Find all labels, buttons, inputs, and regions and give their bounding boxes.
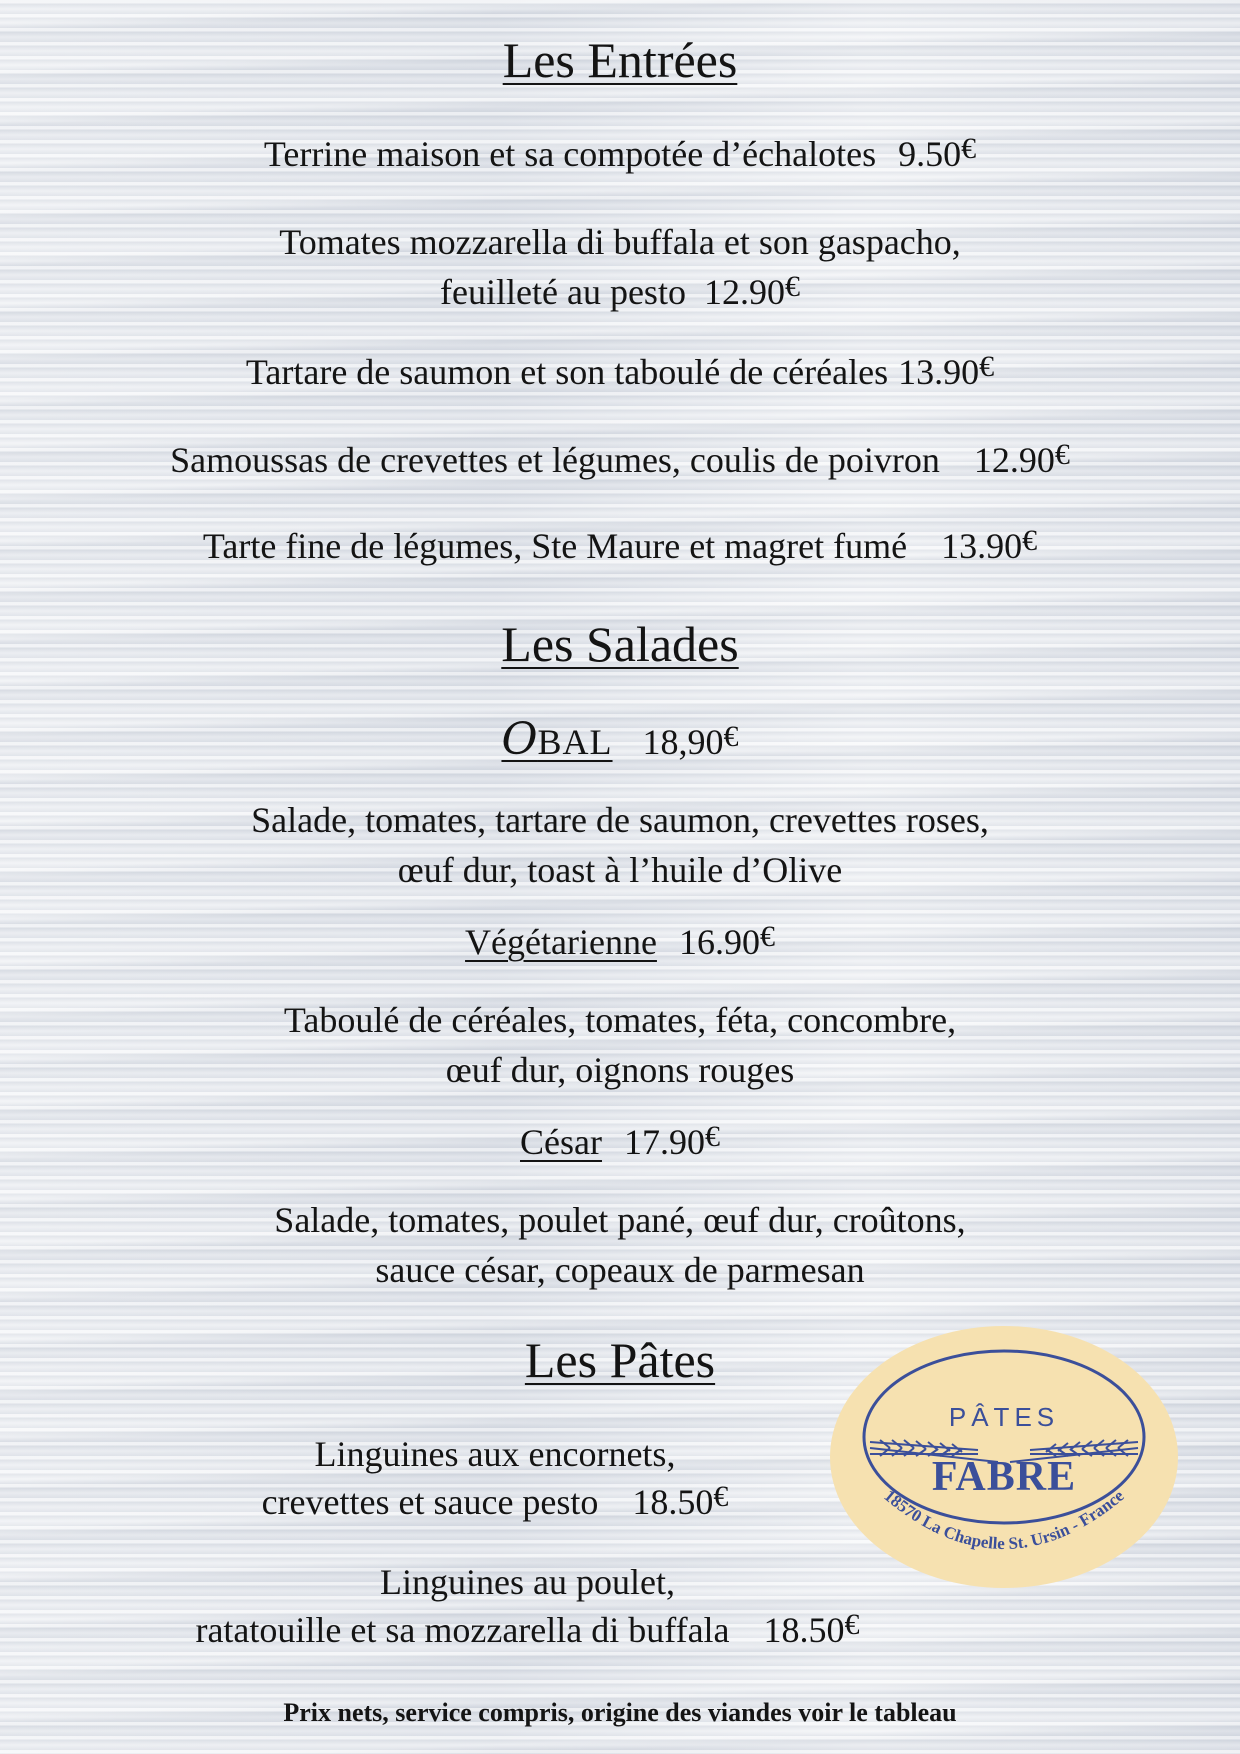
pate-item-2: Linguines au poulet, xyxy=(380,1562,675,1602)
pate-item-1-line-2: crevettes et sauce pesto 18.50€ xyxy=(261,1480,729,1522)
logo-brand: FABRE xyxy=(931,1454,1077,1500)
entree-item-2: Tomates mozzarella di buffala et son gaspacho, xyxy=(279,222,961,262)
entree-item-1: Terrine maison et sa compotée d’échalotes 9.50€ xyxy=(263,132,977,174)
salade-cesar-title: César 17.90€ xyxy=(520,1120,720,1162)
salade-cesar-desc-1: Salade, tomates, poulet pané, œuf dur, croûtons, xyxy=(274,1200,966,1240)
logo-top-text: PÂTES xyxy=(948,1402,1060,1432)
pate-item-2-line-2: ratatouille et sa mozzarella di buffala 18.50€ xyxy=(195,1608,860,1650)
salade-obal-title: OBAL 18,90€ xyxy=(501,714,739,765)
entrees-heading: Les Entrées xyxy=(502,32,738,88)
entree-item-3: Tartare de saumon et son taboulé de céréales 13.90€ xyxy=(245,350,995,392)
salade-vegetarienne-title: Végétarienne 16.90€ xyxy=(465,920,775,962)
pate-item-1: Linguines aux encornets, xyxy=(314,1434,676,1474)
entree-item-4: Samoussas de crevettes et légumes, coulis de poivron 12.90€ xyxy=(170,438,1070,480)
salade-obal-desc-1: Salade, tomates, tartare de saumon, crevettes roses, xyxy=(251,800,989,840)
obal-name: OBAL xyxy=(501,714,613,765)
pates-fabre-logo xyxy=(828,1324,1180,1590)
salade-obal-desc-2: œuf dur, toast à l’huile d’Olive xyxy=(397,850,843,890)
salade-cesar-desc-2: sauce césar, copeaux de parmesan xyxy=(375,1250,865,1290)
salade-vegetarienne-desc-1: Taboulé de céréales, tomates, féta, concombre, xyxy=(283,1000,957,1040)
salade-vegetarienne-desc-2: œuf dur, oignons rouges xyxy=(445,1050,795,1090)
footer-note: Prix nets, service compris, origine des viandes voir le tableau xyxy=(283,1698,957,1727)
logo-address-text: 18570 La Chapelle St. Ursin - France xyxy=(880,1485,1128,1554)
entree-item-5: Tarte fine de légumes, Ste Maure et magret fumé 13.90€ xyxy=(202,524,1038,566)
pates-heading: Les Pâtes xyxy=(524,1332,716,1388)
salades-heading: Les Salades xyxy=(501,616,739,672)
entree-item-2-line-2: feuilleté au pesto 12.90€ xyxy=(440,270,800,312)
